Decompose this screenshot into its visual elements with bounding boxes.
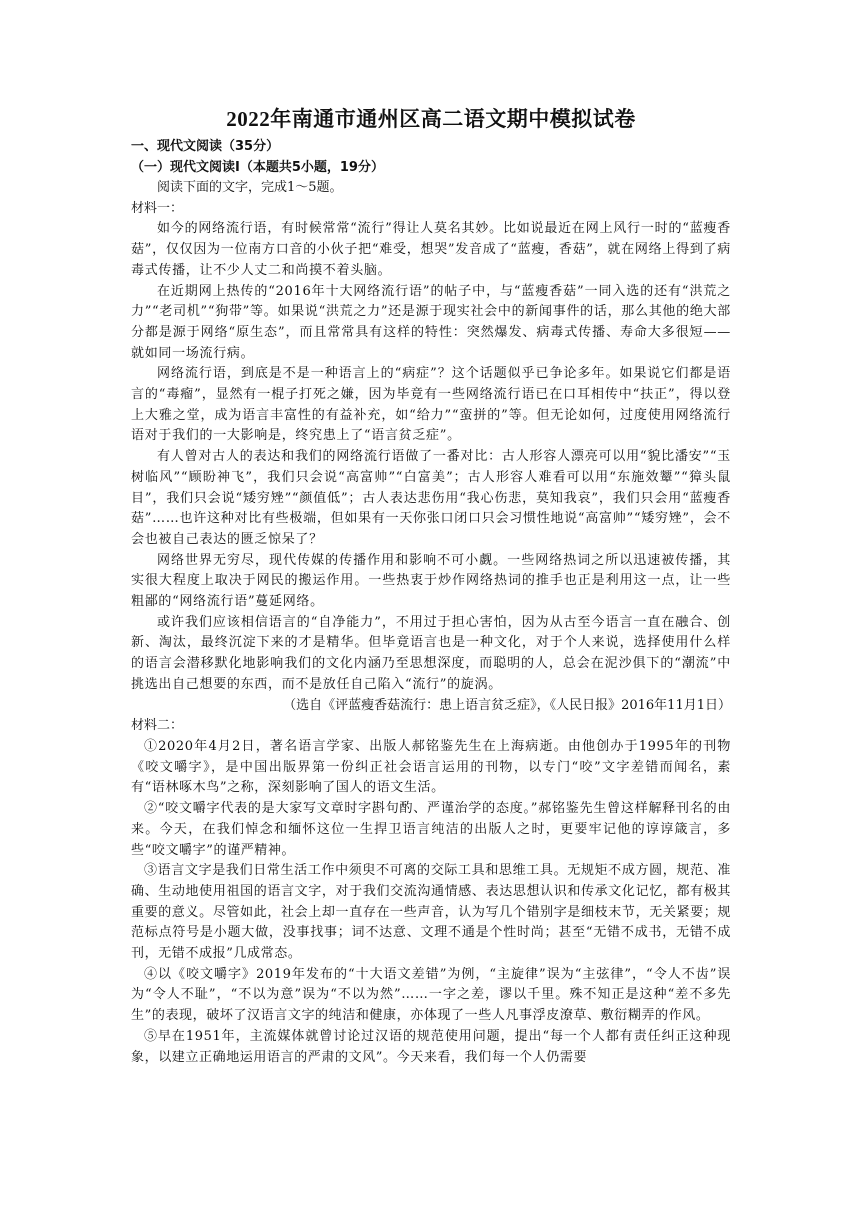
material2-paragraph: ①2020年4月2日，著名语言学家、出版人郝铭鉴先生在上海病逝。由他创办于1995年的刊物《咬文嚼字》，是中国出版界第一份纠正社会语言运用的刊物，以专门“咬”文字差错而闻名，素有“语林啄木鸟”之称，深刻影响了国人的语文生活。 xyxy=(131,738,731,796)
exam-page xyxy=(131,104,731,1068)
subsection-heading: （一）现代文阅读Ⅰ（本题共5小题，19分） xyxy=(131,160,384,175)
material1-paragraph: 或许我们应该相信语言的“自净能力”，不用过于担心害怕，因为从古至今语言一直在融合、创新、淘汰，最终沉淀下来的才是精华。但毕竟语言也是一种文化，对于个人来说，选择使用什么样的语言会潜移默化地影响我们的文化内涵乃至思想深度，而聪明的人，总会在泥沙俱下的“潮流”中挑选出自己想要的东西，而不是放任自己陷入“流行”的旋涡。 xyxy=(131,614,731,692)
material2-paragraph: ⑤早在1951年，主流媒体就曾讨论过汉语的规范使用问题，提出“每一个人都有责任纠正这种现象，以建立正确地运用语言的严肃的文风”。今天来看，我们每一个人仍需要 xyxy=(131,1028,731,1065)
material1-paragraph: 网络世界无穷尽，现代传媒的传播作用和影响不可小觑。一些网络热词之所以迅速被传播，其实很大程度上取决于网民的搬运作用。一些热衷于炒作网络热词的推手也正是利用这一点，让一些粗鄙的“网络流行语”蔓延网络。 xyxy=(131,552,731,610)
material1-label: 材料一： xyxy=(131,200,184,216)
section-heading: 一、现代文阅读（35分） xyxy=(131,139,280,154)
material1-paragraph: 网络流行语，到底是不是一种语言上的“病症”？这个话题似乎已争论多年。如果说它们都是语言的“毒瘤”，显然有一棍子打死之嫌，因为毕竟有一些网络流行语已在口耳相传中“扶正”，得以登上大雅之堂，成为语言丰富性的有益补充，如“给力”“蛮拼的”等。但无论如何，过度使用网络流行语对于我们的一大影响是，终究患上了“语言贫乏症”。 xyxy=(131,366,731,444)
material1-source: （选自《评蓝瘦香菇流行：患上语言贫乏症》，《人民日报》2016年11月1日） xyxy=(283,697,731,713)
instruction: 阅读下面的文字，完成1～5题。 xyxy=(157,180,343,195)
material2-paragraph: ③语言文字是我们日常生活工作中须臾不可离的交际工具和思维工具。无规矩不成方圆，规范、准确、生动地使用祖国的语言文字，对于我们交流沟通情感、表达思想认识和传承文化记忆，都有极其重要的意义。尽管如此，社会上却一直存在一些声音，认为写几个错别字是细枝末节，无关紧要；规范标点符号是小题大做，没事找事；词不达意、文理不通是个性时尚；甚至“无错不成书，无错不成刊，无错不成报”几成常态。 xyxy=(131,863,731,962)
material2-label: 材料二： xyxy=(131,718,184,734)
material1-paragraph: 有人曾对古人的表达和我们的网络流行语做了一番对比：古人形容人漂亮可以用“貌比潘安”“玉树临风”“顾盼神飞”，我们只会说“高富帅”“白富美”；古人形容人难看可以用“东施效颦”“獐头鼠目”，我们只会说“矮穷矬”“颜值低”；古人表达悲伤用“我心伤悲，莫知我哀”，我们只会用“蓝瘦香菇”……也许这种对比有些极端，但如果有一天你张口闭口只会习惯性地说“高富帅”“矮穷矬”，会不会也被自己表达的匮乏惊呆了？ xyxy=(131,449,731,547)
material2-paragraph: ②“咬文嚼字代表的是大家写文章时字斟句酌、严谨治学的态度。”郝铭鉴先生曾这样解释刊名的由来。今天，在我们悼念和缅怀这位一生捍卫语言纯洁的出版人之时，更要牢记他的谆谆箴言，多些“咬文嚼字”的谨严精神。 xyxy=(131,801,731,858)
material1-paragraph: 如今的网络流行语，有时候常常“流行”得让人莫名其妙。比如说最近在网上风行一时的“蓝瘦香菇”，仅仅因为一位南方口音的小伙子把“难受，想哭”发音成了“蓝瘦，香菇”，就在网络上得到了病毒式传播，让不少人丈二和尚摸不着头脑。 xyxy=(131,221,731,278)
exam-title: 2022年南通市通州区高二语文期中模拟试卷 xyxy=(226,107,636,131)
material1-paragraph: 在近期网上热传的“2016年十大网络流行语”的帖子中，与“蓝瘦香菇”一同入选的还有“洪荒之力”“老司机”“狗带”等。如果说“洪荒之力”还是源于现实社会中的新闻事件的话，那么其他的绝大部分都是源于网络“原生态”，而且常常具有这样的特性：突然爆发、病毒式传播、寿命大多很短——就如同一场流行病。 xyxy=(131,283,731,361)
material2-paragraph: ④以《咬文嚼字》2019年发布的“十大语文差错”为例，“主旋律”误为“主弦律”，“令人不齿”误为“令人不耻”，“不以为意”误为“不以为然”……一字之差，谬以千里。殊不知正是这种“差不多先生”的表现，破坏了汉语言文字的纯洁和健康，亦体现了一些人凡事浮皮潦草、敷衍糊弄的作风。 xyxy=(131,966,731,1024)
